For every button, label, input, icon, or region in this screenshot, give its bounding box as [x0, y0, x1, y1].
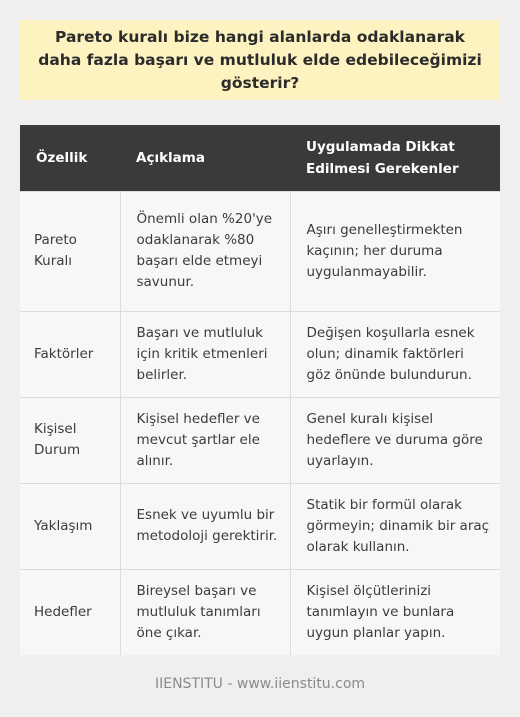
table-row [20, 191, 500, 311]
header-considerations: Uygulamada Dikkat Edilmesi Gerekenler [290, 125, 500, 191]
cell-considerations: Değişen koşullarla esnek olun; dinamik faktörleri göz önünde bulundurun. [290, 311, 500, 397]
table-header-row [20, 125, 500, 191]
cell-feature: Kişisel Durum [20, 397, 120, 483]
table-row [20, 397, 500, 483]
cell-considerations: Genel kuralı kişisel hedeflere ve duruma göre uyarlayın. [290, 397, 500, 483]
comparison-table [20, 125, 500, 655]
header-feature: Özellik [20, 125, 120, 191]
header-description: Açıklama [120, 125, 290, 191]
page-title: Pareto kuralı bize hangi alanlarda odaklanarak daha fazla başarı ve mutluluk elde edebileceğimizi gösterir? [38, 27, 482, 92]
table-row [20, 483, 500, 569]
cell-considerations: Aşırı genelleştirmekten kaçının; her duruma uygulanmayabilir. [290, 191, 500, 311]
cell-feature: Hedefler [20, 569, 120, 655]
cell-description: Kişisel hedefler ve mevcut şartlar ele alınır. [120, 397, 290, 483]
cell-description: Esnek ve uyumlu bir metodoloji gerektirir. [120, 483, 290, 569]
cell-description: Önemli olan %20'ye odaklanarak %80 başarı elde etmeyi savunur. [120, 191, 290, 311]
footer-credit: IIENSTITU - www.iienstitu.com [154, 676, 366, 692]
cell-feature: Pareto Kuralı [20, 191, 120, 311]
cell-considerations: Statik bir formül olarak görmeyin; dinamik bir araç olarak kullanın. [290, 483, 500, 569]
cell-feature: Yaklaşım [20, 483, 120, 569]
cell-feature: Faktörler [20, 311, 120, 397]
cell-description: Başarı ve mutluluk için kritik etmenleri belirler. [120, 311, 290, 397]
table-row [20, 311, 500, 397]
cell-description: Bireysel başarı ve mutluluk tanımları öne çıkar. [120, 569, 290, 655]
title-banner [20, 20, 500, 100]
cell-considerations: Kişisel ölçütlerinizi tanımlayın ve bunlara uygun planlar yapın. [290, 569, 500, 655]
table-row [20, 569, 500, 655]
